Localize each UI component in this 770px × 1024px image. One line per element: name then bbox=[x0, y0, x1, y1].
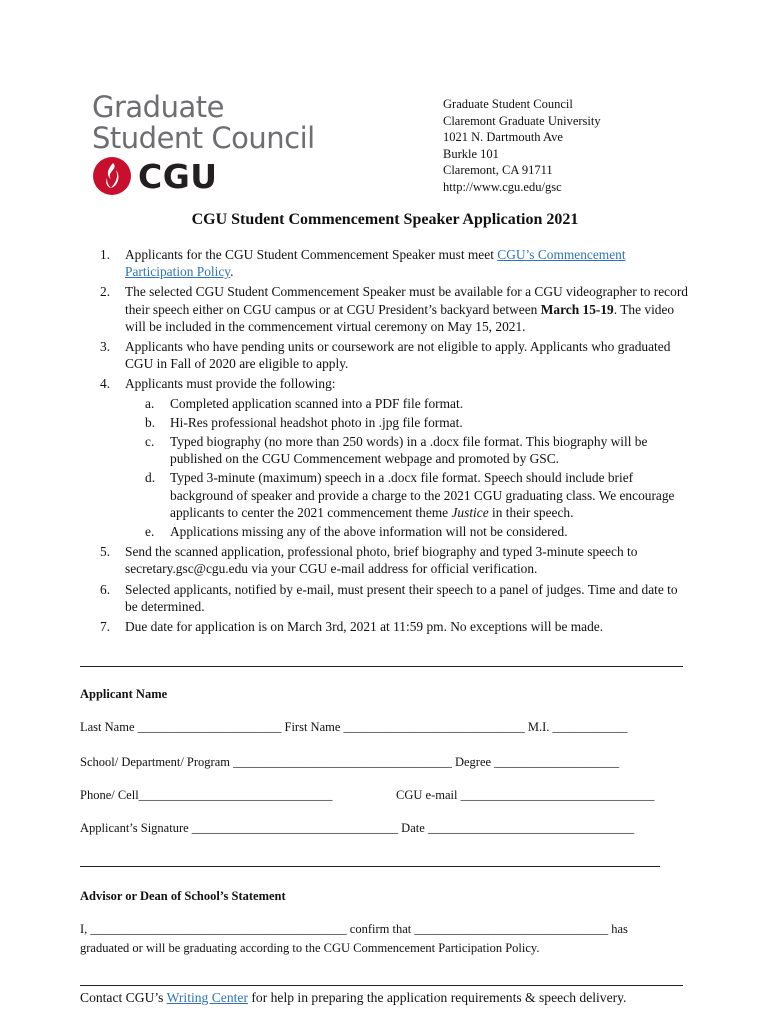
footer-text: for help in preparing the application requirements & speech delivery. bbox=[247, 990, 627, 1005]
list-item-text: Applicants who have pending units or coursework are not eligible to apply. Applicants who graduated CGU in Fall of 2020 are eligible to apply. bbox=[125, 339, 671, 372]
participation-policy-link[interactable]: CGU’s Commencement Participation Policy bbox=[125, 247, 626, 280]
address-url: http://www.cgu.edu/gsc bbox=[443, 179, 562, 194]
text-run: Typed 3-minute (maximum) speech in a .docx file format. Speech should include brief background of speaker and provide a charge to the 2021 CGU graduating class. We encourage applicants to center the 2021 commencement theme bbox=[170, 470, 675, 520]
sub-item-text: Hi-Res professional headshot photo in .jpg file format. bbox=[170, 414, 463, 430]
list-item-text bbox=[125, 246, 690, 280]
sub-list-item bbox=[100, 433, 690, 467]
list-letter: d. bbox=[145, 470, 156, 486]
list-item bbox=[100, 581, 690, 615]
gsc-logo bbox=[92, 92, 315, 154]
divider bbox=[80, 985, 683, 986]
list-letter: b. bbox=[145, 414, 156, 430]
list-item-text: Applicants must provide the following: bbox=[125, 376, 336, 392]
confirm-field-line[interactable]: I, _________________________________________ confirm that _______________________________ has bbox=[80, 922, 628, 936]
sub-item-text bbox=[170, 469, 690, 521]
list-number: 5. bbox=[100, 544, 111, 560]
divider bbox=[80, 666, 683, 667]
address-line: Claremont Graduate University bbox=[443, 113, 601, 128]
footer-text: Contact CGU’s bbox=[80, 990, 167, 1005]
writing-center-link[interactable]: Writing Center bbox=[166, 990, 248, 1005]
sub-list-item bbox=[100, 395, 690, 412]
applicant-heading: Applicant Name bbox=[80, 687, 168, 701]
list-number: 4. bbox=[100, 376, 111, 392]
text-bold: March 15-19 bbox=[540, 301, 614, 317]
list-item-text bbox=[125, 283, 690, 335]
text-run: Applicants for the CGU Student Commencement Speaker must meet bbox=[125, 247, 498, 262]
address-line: Burkle 101 bbox=[443, 146, 499, 161]
address-block bbox=[443, 96, 601, 196]
list-letter: a. bbox=[145, 395, 155, 411]
sub-item-text: Typed biography (no more than 250 words) in a .docx file format. This biography will be published on the CGU Commencement webpage and promoted by GSC. bbox=[170, 434, 648, 467]
requirements-list bbox=[100, 246, 690, 635]
text-run: in their speech. bbox=[488, 504, 574, 520]
flame-icon bbox=[92, 156, 132, 196]
list-item bbox=[100, 283, 690, 335]
list-item bbox=[100, 375, 690, 392]
list-item-text: Selected applicants, notified by e-mail, must present their speech to a panel of judges. Time and date to be determined. bbox=[125, 581, 678, 614]
list-number: 7. bbox=[100, 619, 111, 635]
advisor-heading: Advisor or Dean of School’s Statement bbox=[80, 889, 286, 903]
text-italic: Justice bbox=[451, 504, 489, 520]
cgu-logo bbox=[92, 156, 218, 196]
address-line: Claremont, CA 91711 bbox=[443, 163, 553, 178]
footer-note bbox=[80, 990, 626, 1006]
sub-list-item bbox=[100, 414, 690, 431]
email-field-line[interactable]: CGU e-mail _______________________________ bbox=[396, 788, 655, 802]
list-letter: c. bbox=[145, 434, 155, 450]
signature-field-line[interactable]: Applicant’s Signature _________________________________ Date _________________________________ bbox=[80, 821, 635, 835]
sub-item-text: Completed application scanned into a PDF file format. bbox=[170, 395, 464, 411]
logo-line-graduate: Graduate bbox=[92, 90, 224, 124]
address-line: 1021 N. Dartmouth Ave bbox=[443, 130, 563, 145]
divider bbox=[80, 866, 660, 867]
list-number: 3. bbox=[100, 339, 111, 355]
text-run: . The video will be included in the commencement virtual ceremony on May 15, 2021. bbox=[125, 301, 675, 334]
sub-list-item bbox=[100, 469, 690, 521]
list-item bbox=[100, 543, 690, 577]
sub-list-item bbox=[100, 523, 690, 540]
list-item-text: Send the scanned application, professional photo, brief biography and typed 3-minute speech to secretary.gsc@cgu.edu via your CGU e-mail address for official verification. bbox=[125, 544, 638, 577]
name-field-line[interactable]: Last Name _______________________ First Name _____________________________ M.I. ____________ bbox=[80, 720, 628, 734]
text-run: . bbox=[230, 264, 234, 280]
list-letter: e. bbox=[145, 524, 155, 540]
cgu-wordmark: CGU bbox=[138, 156, 218, 196]
logo-line-student-council: Student Council bbox=[92, 121, 315, 155]
list-number: 1. bbox=[100, 247, 111, 262]
sub-item-text: Applications missing any of the above information will not be considered. bbox=[170, 524, 568, 540]
school-field-line[interactable]: School/ Department/ Program ___________________________________ Degree ____________________ bbox=[80, 755, 620, 769]
graduation-statement: graduated or will be graduating according to the CGU Commencement Participation Policy. bbox=[80, 941, 540, 955]
list-number: 6. bbox=[100, 581, 111, 597]
page-title: CGU Student Commencement Speaker Application 2021 bbox=[191, 211, 579, 228]
address-line: Graduate Student Council bbox=[443, 97, 573, 111]
text-run: The selected CGU Student Commencement Speaker must be available for a CGU videographer to record their speech either on CGU campus or at CGU President’s backyard between bbox=[125, 284, 688, 317]
list-item bbox=[100, 246, 690, 280]
list-item bbox=[100, 618, 690, 635]
list-item-text: Due date for application is on March 3rd, 2021 at 11:59 pm. No exceptions will be made. bbox=[125, 619, 604, 635]
list-item bbox=[100, 338, 690, 372]
phone-field-line[interactable]: Phone/ Cell_______________________________ bbox=[80, 788, 333, 802]
list-number: 2. bbox=[100, 284, 111, 300]
